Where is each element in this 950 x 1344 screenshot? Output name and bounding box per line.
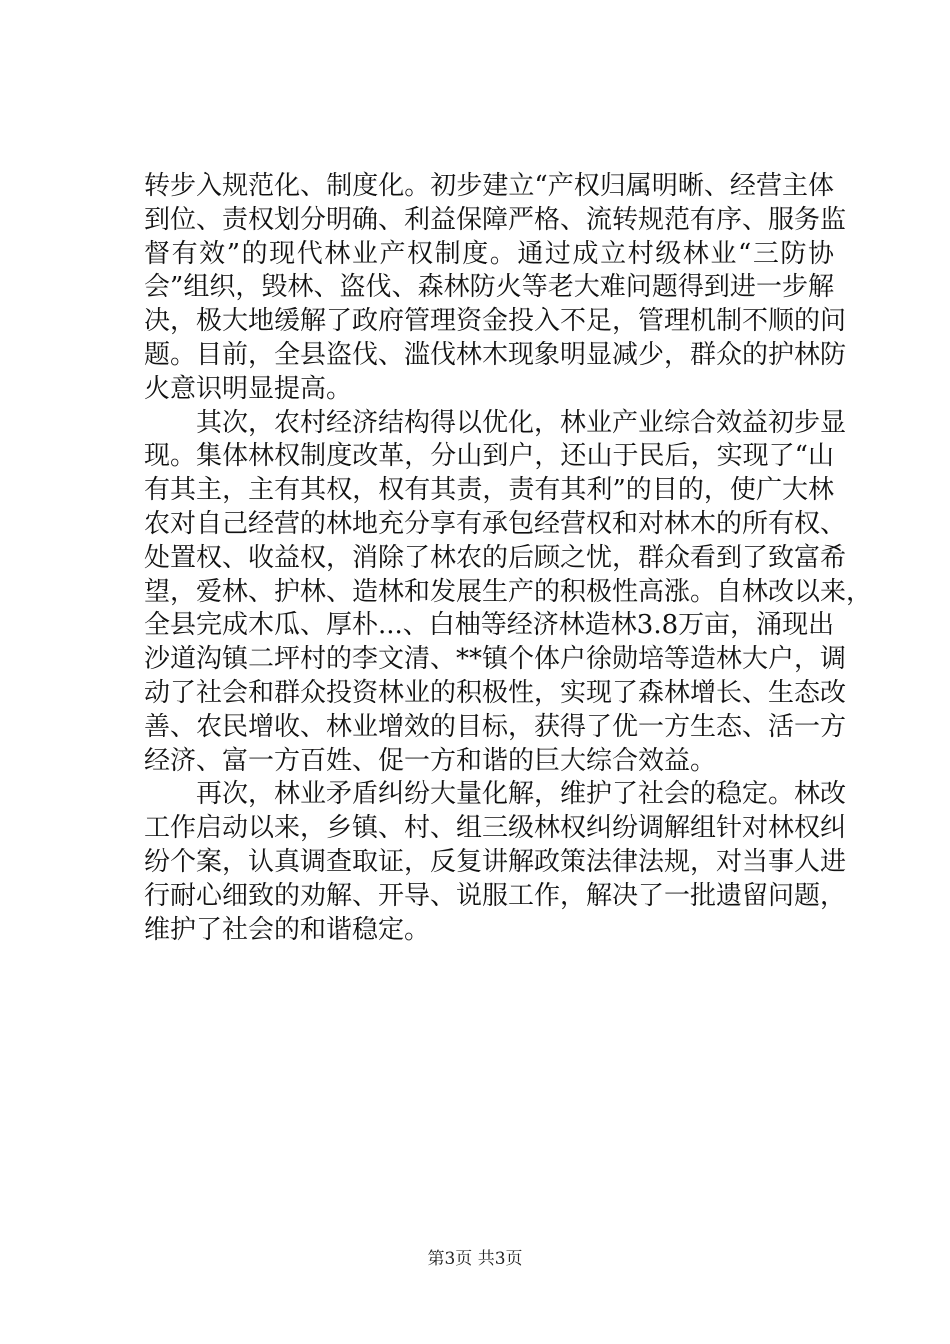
text-line: 有其主，主有其权，权有其责，责有其利”的目的，使广大林 (144, 475, 834, 506)
text-line: 动了社会和群众投资林业的积极性，实现了森林增长、生态改 (144, 677, 847, 708)
text-line: 转步入规范化、制度化。初步建立“产权归属明晰、经营主体 (144, 171, 834, 201)
text-line: 处置权、收益权，消除了林农的后顾之忧，群众看到了致富希 (144, 542, 847, 573)
text-line: 善、农民增收、林业增效的目标，获得了优一方生态、活一方 (144, 711, 847, 742)
text-line: 火意识明显提高。 (144, 373, 353, 404)
text-line: 题。目前，全县盗伐、滥伐林木现象明显减少，群众的护林防 (144, 339, 847, 370)
paragraph-start-line: 其次，农村经济结构得以优化，林业产业综合效益初步显 (196, 407, 847, 438)
text-line: 行耐心细致的劝解、开导、说服工作，解决了一批遗留问题， (144, 880, 847, 911)
text-line: 纷个案，认真调查取证，反复讲解政策法律法规，对当事人进 (144, 846, 847, 877)
text-line: 工作启动以来，乡镇、村、组三级林权纠纷调解组针对林权纠 (144, 813, 847, 844)
text-line: 到位、责权划分明确、利益保障严格、流转规范有序、服务监 (144, 204, 847, 235)
text-line: 沙道沟镇二坪村的李文清、**镇个体户徐勋培等造林大户，调 (144, 644, 847, 675)
paragraph-start-line: 再次，林业矛盾纠纷大量化解，维护了社会的稳定。林改 (196, 779, 847, 810)
document-body (144, 170, 873, 947)
text-line: 农对自己经营的林地充分享有承包经营权和对林木的所有权、 (144, 508, 847, 539)
text-line: 督有效”的现代林业产权制度。通过成立村级林业“三防协 (144, 238, 834, 269)
text-line: 经济、富一方百姓、促一方和谐的巨大综合效益。 (144, 745, 717, 776)
text-line: 全县完成木瓜、厚朴...、白柚等经济林造林3.8万亩，涌现出 (144, 610, 835, 641)
page-number-footer: 第3页 共3页 (427, 1249, 523, 1269)
text-line: 望，爱林、护林、造林和发展生产的积极性高涨。自林改以来， (144, 576, 873, 607)
text-line: 决，极大地缓解了政府管理资金投入不足，管理机制不顺的问 (144, 306, 847, 337)
text-line: 现。集体林权制度改革，分山到户，还山于民后，实现了“山 (144, 441, 834, 472)
text-line: 会”组织，毁林、盗伐、森林防火等老大难问题得到进一步解 (144, 272, 834, 303)
text-line: 维护了社会的和谐稳定。 (144, 914, 431, 945)
